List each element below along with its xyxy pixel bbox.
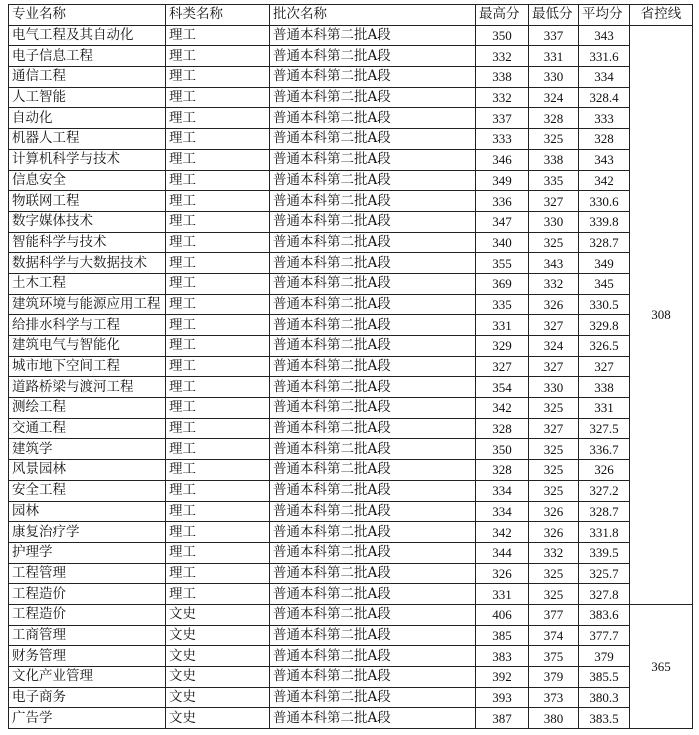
table-row xyxy=(9,460,693,481)
major-cell: 人工智能 xyxy=(9,87,166,108)
max-score-cell: 331 xyxy=(476,584,529,605)
major-cell: 护理学 xyxy=(9,542,166,563)
table-row xyxy=(9,87,693,108)
batch-cell: 普通本科第二批A段 xyxy=(270,708,476,729)
major-cell: 康复治疗学 xyxy=(9,522,166,543)
batch-cell: 普通本科第二批A段 xyxy=(270,480,476,501)
table-row xyxy=(9,108,693,129)
major-cell: 给排水科学与工程 xyxy=(9,315,166,336)
max-score-cell: 346 xyxy=(476,149,529,170)
batch-cell: 普通本科第二批A段 xyxy=(270,625,476,646)
min-score-cell: 325 xyxy=(529,460,579,481)
batch-cell: 普通本科第二批A段 xyxy=(270,563,476,584)
category-cell: 理工 xyxy=(166,439,270,460)
batch-cell: 普通本科第二批A段 xyxy=(270,356,476,377)
major-cell: 机器人工程 xyxy=(9,129,166,150)
table-row xyxy=(9,480,693,501)
avg-score-cell: 385.5 xyxy=(579,667,630,688)
table-row xyxy=(9,315,693,336)
batch-cell: 普通本科第二批A段 xyxy=(270,418,476,439)
category-cell: 文史 xyxy=(166,708,270,729)
min-score-cell: 338 xyxy=(529,149,579,170)
table-row xyxy=(9,418,693,439)
category-cell: 理工 xyxy=(166,232,270,253)
avg-score-cell: 330.6 xyxy=(579,191,630,212)
table-row xyxy=(9,191,693,212)
max-score-cell: 344 xyxy=(476,542,529,563)
batch-cell: 普通本科第二批A段 xyxy=(270,170,476,191)
min-score-cell: 374 xyxy=(529,625,579,646)
major-cell: 工程管理 xyxy=(9,563,166,584)
min-score-cell: 327 xyxy=(529,418,579,439)
category-cell: 理工 xyxy=(166,377,270,398)
batch-cell: 普通本科第二批A段 xyxy=(270,87,476,108)
header-max-score: 最高分 xyxy=(476,5,529,26)
category-cell: 理工 xyxy=(166,170,270,191)
category-cell: 理工 xyxy=(166,563,270,584)
avg-score-cell: 331.6 xyxy=(579,46,630,67)
major-cell: 土木工程 xyxy=(9,273,166,294)
major-cell: 电子信息工程 xyxy=(9,46,166,67)
max-score-cell: 329 xyxy=(476,336,529,357)
category-cell: 理工 xyxy=(166,418,270,439)
avg-score-cell: 380.3 xyxy=(579,687,630,708)
avg-score-cell: 339.5 xyxy=(579,542,630,563)
avg-score-cell: 328.7 xyxy=(579,501,630,522)
max-score-cell: 335 xyxy=(476,294,529,315)
min-score-cell: 326 xyxy=(529,501,579,522)
min-score-cell: 325 xyxy=(529,398,579,419)
min-score-cell: 343 xyxy=(529,253,579,274)
category-cell: 理工 xyxy=(166,501,270,522)
avg-score-cell: 333 xyxy=(579,108,630,129)
max-score-cell: 406 xyxy=(476,604,529,625)
avg-score-cell: 326 xyxy=(579,460,630,481)
table-row xyxy=(9,25,693,46)
avg-score-cell: 331 xyxy=(579,398,630,419)
major-cell: 智能科学与技术 xyxy=(9,232,166,253)
major-cell: 自动化 xyxy=(9,108,166,129)
min-score-cell: 379 xyxy=(529,667,579,688)
min-score-cell: 330 xyxy=(529,377,579,398)
batch-cell: 普通本科第二批A段 xyxy=(270,294,476,315)
max-score-cell: 392 xyxy=(476,667,529,688)
max-score-cell: 385 xyxy=(476,625,529,646)
min-score-cell: 325 xyxy=(529,584,579,605)
table-row xyxy=(9,667,693,688)
min-score-cell: 373 xyxy=(529,687,579,708)
avg-score-cell: 327.8 xyxy=(579,584,630,605)
max-score-cell: 332 xyxy=(476,87,529,108)
header-min-score: 最低分 xyxy=(529,5,579,26)
major-cell: 通信工程 xyxy=(9,67,166,88)
max-score-cell: 350 xyxy=(476,439,529,460)
batch-cell: 普通本科第二批A段 xyxy=(270,211,476,232)
table-body xyxy=(9,25,693,728)
batch-cell: 普通本科第二批A段 xyxy=(270,522,476,543)
major-cell: 数据科学与大数据技术 xyxy=(9,253,166,274)
min-score-cell: 325 xyxy=(529,439,579,460)
table-row xyxy=(9,522,693,543)
max-score-cell: 340 xyxy=(476,232,529,253)
category-cell: 文史 xyxy=(166,625,270,646)
major-cell: 测绘工程 xyxy=(9,398,166,419)
batch-cell: 普通本科第二批A段 xyxy=(270,129,476,150)
control-line-cell: 308 xyxy=(630,25,693,604)
avg-score-cell: 331.8 xyxy=(579,522,630,543)
batch-cell: 普通本科第二批A段 xyxy=(270,584,476,605)
batch-cell: 普通本科第二批A段 xyxy=(270,67,476,88)
max-score-cell: 328 xyxy=(476,460,529,481)
avg-score-cell: 383.5 xyxy=(579,708,630,729)
batch-cell: 普通本科第二批A段 xyxy=(270,253,476,274)
batch-cell: 普通本科第二批A段 xyxy=(270,687,476,708)
table-row xyxy=(9,294,693,315)
max-score-cell: 393 xyxy=(476,687,529,708)
category-cell: 理工 xyxy=(166,356,270,377)
major-cell: 风景园林 xyxy=(9,460,166,481)
min-score-cell: 330 xyxy=(529,67,579,88)
batch-cell: 普通本科第二批A段 xyxy=(270,542,476,563)
category-cell: 文史 xyxy=(166,604,270,625)
batch-cell: 普通本科第二批A段 xyxy=(270,149,476,170)
min-score-cell: 330 xyxy=(529,211,579,232)
avg-score-cell: 328.4 xyxy=(579,87,630,108)
max-score-cell: 333 xyxy=(476,129,529,150)
header-control-line: 省控线 xyxy=(630,5,693,26)
major-cell: 物联网工程 xyxy=(9,191,166,212)
batch-cell: 普通本科第二批A段 xyxy=(270,273,476,294)
table-row xyxy=(9,170,693,191)
batch-cell: 普通本科第二批A段 xyxy=(270,46,476,67)
min-score-cell: 324 xyxy=(529,87,579,108)
batch-cell: 普通本科第二批A段 xyxy=(270,398,476,419)
category-cell: 理工 xyxy=(166,253,270,274)
category-cell: 理工 xyxy=(166,294,270,315)
min-score-cell: 375 xyxy=(529,646,579,667)
major-cell: 广告学 xyxy=(9,708,166,729)
batch-cell: 普通本科第二批A段 xyxy=(270,315,476,336)
batch-cell: 普通本科第二批A段 xyxy=(270,191,476,212)
max-score-cell: 334 xyxy=(476,480,529,501)
max-score-cell: 342 xyxy=(476,398,529,419)
max-score-cell: 336 xyxy=(476,191,529,212)
major-cell: 数字媒体技术 xyxy=(9,211,166,232)
major-cell: 建筑环境与能源应用工程 xyxy=(9,294,166,315)
table-row xyxy=(9,377,693,398)
max-score-cell: 338 xyxy=(476,67,529,88)
major-cell: 交通工程 xyxy=(9,418,166,439)
min-score-cell: 337 xyxy=(529,25,579,46)
min-score-cell: 325 xyxy=(529,232,579,253)
max-score-cell: 332 xyxy=(476,46,529,67)
major-cell: 财务管理 xyxy=(9,646,166,667)
max-score-cell: 350 xyxy=(476,25,529,46)
table-row xyxy=(9,211,693,232)
table-row xyxy=(9,584,693,605)
major-cell: 安全工程 xyxy=(9,480,166,501)
header-major: 专业名称 xyxy=(9,5,166,26)
avg-score-cell: 330.5 xyxy=(579,294,630,315)
avg-score-cell: 327.2 xyxy=(579,480,630,501)
batch-cell: 普通本科第二批A段 xyxy=(270,460,476,481)
min-score-cell: 325 xyxy=(529,563,579,584)
header-avg-score: 平均分 xyxy=(579,5,630,26)
table-row xyxy=(9,501,693,522)
category-cell: 理工 xyxy=(166,25,270,46)
min-score-cell: 325 xyxy=(529,129,579,150)
category-cell: 理工 xyxy=(166,522,270,543)
min-score-cell: 335 xyxy=(529,170,579,191)
max-score-cell: 347 xyxy=(476,211,529,232)
batch-cell: 普通本科第二批A段 xyxy=(270,108,476,129)
table-row xyxy=(9,687,693,708)
table-row xyxy=(9,253,693,274)
table-row xyxy=(9,67,693,88)
min-score-cell: 380 xyxy=(529,708,579,729)
min-score-cell: 326 xyxy=(529,294,579,315)
major-cell: 建筑电气与智能化 xyxy=(9,336,166,357)
category-cell: 理工 xyxy=(166,584,270,605)
batch-cell: 普通本科第二批A段 xyxy=(270,667,476,688)
min-score-cell: 326 xyxy=(529,522,579,543)
min-score-cell: 328 xyxy=(529,108,579,129)
min-score-cell: 324 xyxy=(529,336,579,357)
category-cell: 理工 xyxy=(166,542,270,563)
avg-score-cell: 339.8 xyxy=(579,211,630,232)
category-cell: 理工 xyxy=(166,480,270,501)
avg-score-cell: 342 xyxy=(579,170,630,191)
max-score-cell: 387 xyxy=(476,708,529,729)
max-score-cell: 369 xyxy=(476,273,529,294)
category-cell: 文史 xyxy=(166,667,270,688)
max-score-cell: 354 xyxy=(476,377,529,398)
table-row xyxy=(9,273,693,294)
table-row xyxy=(9,604,693,625)
table-row xyxy=(9,439,693,460)
max-score-cell: 383 xyxy=(476,646,529,667)
category-cell: 理工 xyxy=(166,108,270,129)
batch-cell: 普通本科第二批A段 xyxy=(270,439,476,460)
table-row xyxy=(9,46,693,67)
header-category: 科类名称 xyxy=(166,5,270,26)
table-row xyxy=(9,646,693,667)
avg-score-cell: 327 xyxy=(579,356,630,377)
max-score-cell: 327 xyxy=(476,356,529,377)
avg-score-cell: 328.7 xyxy=(579,232,630,253)
max-score-cell: 349 xyxy=(476,170,529,191)
major-cell: 城市地下空间工程 xyxy=(9,356,166,377)
category-cell: 文史 xyxy=(166,646,270,667)
avg-score-cell: 377.7 xyxy=(579,625,630,646)
avg-score-cell: 328 xyxy=(579,129,630,150)
avg-score-cell: 343 xyxy=(579,25,630,46)
category-cell: 理工 xyxy=(166,129,270,150)
avg-score-cell: 349 xyxy=(579,253,630,274)
category-cell: 理工 xyxy=(166,46,270,67)
major-cell: 计算机科学与技术 xyxy=(9,149,166,170)
min-score-cell: 377 xyxy=(529,604,579,625)
category-cell: 理工 xyxy=(166,273,270,294)
min-score-cell: 332 xyxy=(529,273,579,294)
batch-cell: 普通本科第二批A段 xyxy=(270,336,476,357)
table-row xyxy=(9,542,693,563)
batch-cell: 普通本科第二批A段 xyxy=(270,501,476,522)
avg-score-cell: 379 xyxy=(579,646,630,667)
category-cell: 理工 xyxy=(166,336,270,357)
min-score-cell: 327 xyxy=(529,315,579,336)
min-score-cell: 327 xyxy=(529,191,579,212)
batch-cell: 普通本科第二批A段 xyxy=(270,646,476,667)
major-cell: 园林 xyxy=(9,501,166,522)
avg-score-cell: 343 xyxy=(579,149,630,170)
avg-score-cell: 329.8 xyxy=(579,315,630,336)
max-score-cell: 331 xyxy=(476,315,529,336)
category-cell: 理工 xyxy=(166,149,270,170)
avg-score-cell: 325.7 xyxy=(579,563,630,584)
avg-score-cell: 383.6 xyxy=(579,604,630,625)
min-score-cell: 327 xyxy=(529,356,579,377)
table-row xyxy=(9,129,693,150)
avg-score-cell: 336.7 xyxy=(579,439,630,460)
table-row xyxy=(9,232,693,253)
major-cell: 信息安全 xyxy=(9,170,166,191)
table-row xyxy=(9,356,693,377)
avg-score-cell: 327.5 xyxy=(579,418,630,439)
table-row xyxy=(9,336,693,357)
category-cell: 理工 xyxy=(166,315,270,336)
header-batch: 批次名称 xyxy=(270,5,476,26)
category-cell: 理工 xyxy=(166,191,270,212)
avg-score-cell: 326.5 xyxy=(579,336,630,357)
major-cell: 道路桥梁与渡河工程 xyxy=(9,377,166,398)
category-cell: 理工 xyxy=(166,87,270,108)
table-row xyxy=(9,149,693,170)
major-cell: 建筑学 xyxy=(9,439,166,460)
batch-cell: 普通本科第二批A段 xyxy=(270,604,476,625)
category-cell: 理工 xyxy=(166,67,270,88)
max-score-cell: 342 xyxy=(476,522,529,543)
avg-score-cell: 334 xyxy=(579,67,630,88)
max-score-cell: 337 xyxy=(476,108,529,129)
major-cell: 工程造价 xyxy=(9,604,166,625)
table-row xyxy=(9,563,693,584)
table-row xyxy=(9,625,693,646)
major-cell: 工程造价 xyxy=(9,584,166,605)
batch-cell: 普通本科第二批A段 xyxy=(270,377,476,398)
min-score-cell: 325 xyxy=(529,480,579,501)
max-score-cell: 334 xyxy=(476,501,529,522)
category-cell: 文史 xyxy=(166,687,270,708)
avg-score-cell: 338 xyxy=(579,377,630,398)
major-cell: 文化产业管理 xyxy=(9,667,166,688)
max-score-cell: 328 xyxy=(476,418,529,439)
batch-cell: 普通本科第二批A段 xyxy=(270,25,476,46)
category-cell: 理工 xyxy=(166,211,270,232)
table-row xyxy=(9,708,693,729)
table-row xyxy=(9,398,693,419)
avg-score-cell: 345 xyxy=(579,273,630,294)
major-cell: 电气工程及其自动化 xyxy=(9,25,166,46)
major-cell: 工商管理 xyxy=(9,625,166,646)
batch-cell: 普通本科第二批A段 xyxy=(270,232,476,253)
category-cell: 理工 xyxy=(166,460,270,481)
max-score-cell: 326 xyxy=(476,563,529,584)
control-line-cell: 365 xyxy=(630,604,693,728)
max-score-cell: 355 xyxy=(476,253,529,274)
major-cell: 电子商务 xyxy=(9,687,166,708)
min-score-cell: 331 xyxy=(529,46,579,67)
category-cell: 理工 xyxy=(166,398,270,419)
header-row xyxy=(9,5,693,26)
min-score-cell: 332 xyxy=(529,542,579,563)
admission-scores-table xyxy=(8,4,693,729)
